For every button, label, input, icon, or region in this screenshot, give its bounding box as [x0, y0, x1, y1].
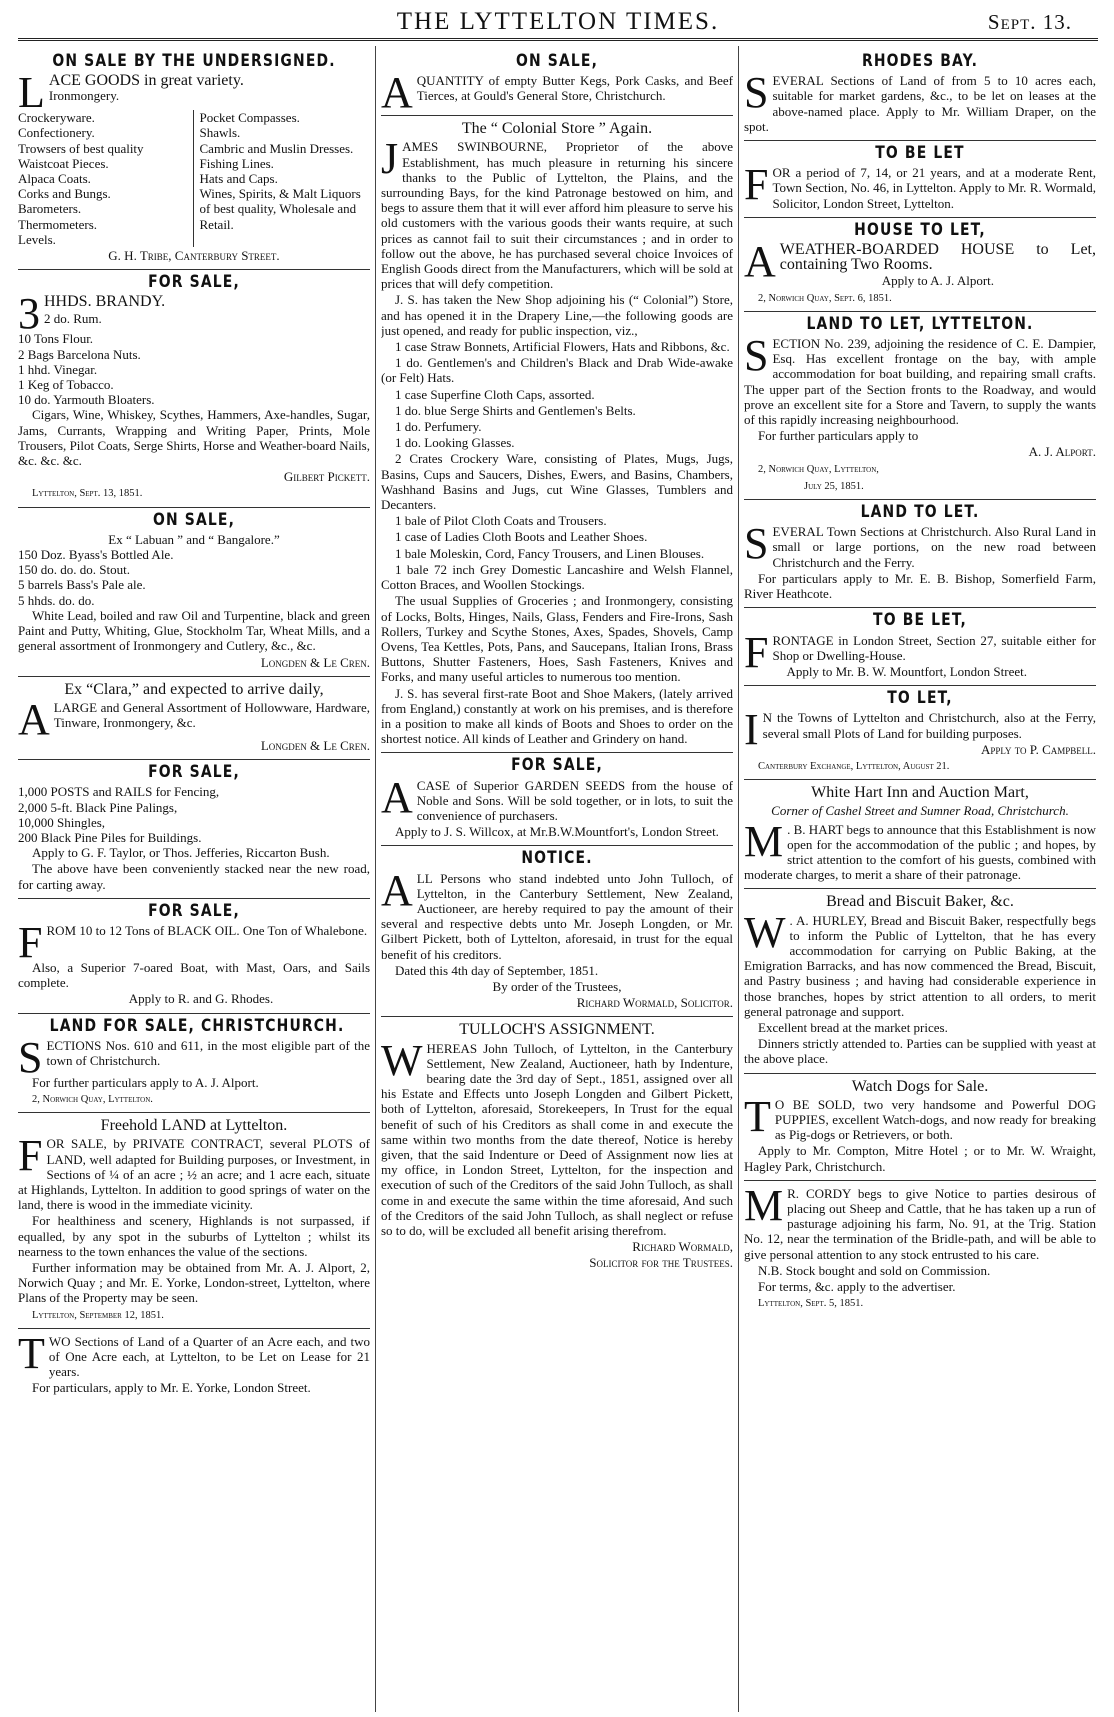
ad-heading: RHODES BAY. — [861, 51, 979, 71]
ad-body: For further particulars apply to — [758, 428, 919, 444]
ad-date: Lyttelton, September 12, 1851. — [32, 1309, 164, 1321]
list-item: Barometers. — [18, 201, 82, 217]
ad-tribe-goods — [18, 51, 370, 270]
ad-heading: LAND TO LET, LYTTELTON. — [806, 313, 1034, 334]
ad-heading: HOUSE TO LET, — [854, 219, 986, 240]
ad-body: N.B. Stock bought and sold on Commission. — [758, 1262, 991, 1278]
drop-cap: L — [18, 68, 45, 118]
list-item: Crockeryware. — [18, 110, 95, 126]
ad-body: . A. HURLEY, Bread and Biscuit Baker, respectfully begs to inform the Public of Lyttelton, that he has every accommodation for carrying on Public Baking, at the Emigration Barracks, and has now commenced the Bread, Biscuit, and Pastry business ; and having had considerable experience in those branches, hopes by strict attention to all orders, to merit general patronage and support. — [744, 912, 1096, 1019]
ad-body: R. CORDY begs to give Notice to parties desirous of placing out Sheep and Cattle, that he has taken up a run of pasturage adjoining his farm, No. 91, at the Trig. Station No. 12, near the termination of the Bridle-path, and will be able to give personal attention to any stock entrusted to his care. — [744, 1185, 1096, 1262]
ad-body: Apply to J. S. Willcox, at Mr.B.W.Mountfort's, London Street. — [395, 824, 719, 840]
list-item: 1 Keg of Tobacco. — [18, 377, 114, 393]
list-item: Alpaca Coats. — [18, 171, 91, 187]
drop-cap: 3 — [18, 289, 40, 339]
ad-body: WEATHER-BOARDED HOUSE to Let, containing Two Rooms. — [779, 241, 1096, 274]
list-item: 1 case Straw Bonnets, Artificial Flowers, Hats and Ribbons, &c. — [395, 339, 730, 355]
drop-cap: F — [18, 1131, 43, 1181]
ad-body: For terms, &c. apply to the advertiser. — [758, 1279, 956, 1295]
ad-signature: Richard Wormald, Solicitor. — [576, 995, 733, 1011]
list-item: 2,000 5-ft. Black Pine Palings, — [18, 799, 178, 815]
ad-longden-ale — [18, 509, 370, 677]
ad-date: 2, Norwich Quay, Sept. 6, 1851. — [758, 292, 892, 304]
drop-cap: M — [744, 1180, 784, 1230]
ad-body: WO Sections of Land of a Quarter of an Acre each, and two of One Acre each, at Lyttelton, to be Let on Lease for 21 years. — [48, 1333, 370, 1380]
ad-body: . B. HART begs to announce that this Establishment is now open for the accommodation of the public ; and hopes, by strict attention to the comfort of his guests, combined with moderate charges, to merit a share of their patronage. — [744, 821, 1096, 883]
ad-heading: NOTICE. — [521, 848, 593, 869]
ad-body: O BE SOLD, two very handsome and Powerful DOG PUPPIES, excellent Watch-dogs, and now ready for breaking as Pig-dogs or Retrievers, or both. — [774, 1096, 1096, 1143]
ad-subheading: Corner of Cashel Street and Sumner Road, Christchurch. — [771, 803, 1069, 819]
list-item: 1 do. Looking Glasses. — [395, 435, 515, 451]
drop-cap: S — [744, 519, 769, 569]
list-item: 150 Doz. Byass's Bottled Ale. — [18, 547, 174, 563]
ad-subheading: Ex “ Labuan ” and “ Bangalore.” — [108, 531, 280, 547]
column-3 — [744, 50, 1096, 1712]
column-rule-2 — [738, 46, 739, 1712]
ad-body: Dinners strictly attended to. Parties can be supplied with yeast at the above place. — [744, 1036, 1096, 1067]
ad-white-hart-inn — [744, 785, 1096, 889]
ad-body: ECTIONS Nos. 610 and 611, in the most eligible part of the town of Christchurch. — [46, 1037, 370, 1068]
list-item: 150 do. do. do. Stout. — [18, 562, 130, 578]
ad-signature: G. H. Tribe, Canterbury Street. — [108, 248, 280, 264]
ad-body: Cigars, Wine, Whiskey, Scythes, Hammers, Axe-handles, Sugar, Jams, Currants, Wrapping and Writing Paper, Prints, Mole Trousers, Pilot Coats, Serge Shirts, Horse and Weather-board Nails, &c. &c. &c. — [18, 407, 370, 469]
ad-lead-2: Ironmongery. — [48, 88, 120, 104]
ad-body: EVERAL Sections of Land of from 5 to 10 acres each, suitable for market gardens, &c., to be let on leases at the above-named place. Apply to Mr. William Draper, on the spot. — [744, 73, 1096, 134]
list-item: 2 do. Rum. — [44, 310, 102, 326]
ad-body: Further information may be obtained from Mr. A. J. Alport, 2, Norwich Quay ; and Mr. E. Yorke, London-street, Lyttelton, where Plans of the Property may be seen. — [18, 1259, 370, 1306]
ad-body: Apply to R. and G. Rhodes. — [128, 991, 274, 1007]
ad-freehold-land — [18, 1118, 370, 1329]
ad-heading: FOR SALE, — [511, 755, 603, 776]
ad-heading: LAND FOR SALE, CHRISTCHURCH. — [49, 1015, 345, 1036]
ad-tulloch-assignment — [381, 1022, 733, 1276]
column-2 — [381, 50, 733, 1712]
ad-heading: Freehold LAND at Lyttelton. — [100, 1117, 288, 1135]
list-item: 5 barrels Bass's Pale ale. — [18, 577, 146, 593]
list-item: Waistcoat Pieces. — [18, 155, 109, 171]
ad-body: Apply to Mr. B. W. Mountfort, London Street. — [786, 663, 1027, 679]
ad-body: AMES SWINBOURNE, Proprietor of the above Establishment, has much pleasure in returning his sincere thanks to the Public of Lyttelton, the Plains, and the surrounding Bays, for the kind Patronage bestowed on him, and begs to assure them that it will ever afford him pleasure to serve his old customers with the various goods their wants require, at such prices as cannot fail to suit their circumstances ; and in order to follow out the above, he has purchased several choice Invoices of English Goods direct from the Manufacturers, which will be sold at prices that will defy competition. — [381, 139, 733, 292]
ad-body: By order of the Trustees, — [492, 978, 622, 994]
ad-body: N the Towns of Lyttelton and Christchurch, also at the Ferry, several small Plots of Land for building purposes. — [762, 710, 1096, 741]
list-item: 10 Tons Flour. — [18, 331, 94, 347]
ad-body: J. S. has taken the New Shop adjoining his (“ Colonial”) Store, and has opened it in the Drapery Line,—the following goods are just opened, and ready for public inspection, viz., — [381, 292, 733, 338]
list-item: Trowsers of best quality — [18, 140, 144, 156]
ad-date: July 25, 1851. — [804, 480, 864, 492]
ad-heading: TO BE LET, — [873, 610, 967, 631]
newspaper-title: THE LYTTELTON TIMES. — [396, 8, 720, 35]
ad-body: Apply to G. F. Taylor, or Thos. Jefferies, Riccarton Bush. — [32, 845, 330, 861]
ad-body: ECTION No. 239, adjoining the residence of C. E. Dampier, Esq. Has excellent frontage on the bay, with ample accommodation for boat building, and repairing small crafts. The upper part of the Section fronts to the Roadway, and would prove an excellent site for a Store and Tavern, to supply the wants of this rapidly increasing neighbourhood. — [744, 336, 1096, 428]
list-item: Shawls. — [199, 125, 241, 141]
ad-heading: FOR SALE, — [148, 762, 240, 783]
ad-heading: TO LET, — [887, 688, 953, 709]
ad-body: EVERAL Town Sections at Christchurch. Also Rural Land in small or large portions, on the new road between Christchurch and the Ferry. — [772, 524, 1096, 570]
ad-date: Lyttelton, Sept. 13, 1851. — [32, 488, 143, 500]
ad-body: For particulars apply to Mr. E. B. Bishop, Somerfield Farm, River Heathcote. — [744, 570, 1096, 602]
column-rule-1 — [375, 46, 376, 1712]
drop-cap: F — [18, 917, 43, 967]
ad-heading: FOR SALE, — [148, 272, 240, 293]
ad-heading: Watch Dogs for Sale. — [851, 1077, 989, 1095]
ad-body: LARGE and General Assortment of Hollowware, Hardware, Tinware, Ironmongery, &c. — [53, 699, 370, 731]
ad-heading: TO BE LET — [875, 143, 965, 164]
ad-body: White Lead, boiled and raw Oil and Turpentine, black and green Paint and Putty, Whiting, Glue, Stockholm Tar, Wheat Mills, and a general assortment of Ironmongery and Cutlery, &c., &c. — [18, 607, 370, 654]
list-item: 1 case Superfine Cloth Caps, assorted. — [395, 386, 595, 402]
ad-body: RONTAGE in London Street, Section 27, suitable either for Shop or Dwelling-House. — [772, 632, 1096, 663]
ad-date: 2, Norwich Quay, Lyttelton, — [758, 463, 879, 475]
list-item: 5 hhds. do. do. — [18, 592, 95, 608]
ad-body: Apply to Mr. Compton, Mitre Hotel ; or to Mr. W. Wraight, Hagley Park, Christchurch. — [744, 1143, 1096, 1174]
drop-cap: W — [744, 907, 786, 957]
ad-body: J. S. has several first-rate Boot and Shoe Makers, (lately arrived from England,) constantly at work on his premises, and is therefore in a position to make all kinds of Boots and Shoes to order on the shortest notice. All kinds of Leather and Grindery on hand. — [381, 685, 733, 747]
ad-heading: The “ Colonial Store ” Again. — [461, 120, 653, 138]
drop-cap: A — [381, 865, 413, 915]
ad-body: OR SALE, by PRIVATE CONTRACT, several PLOTS of LAND, well adapted for Building purposes, or Investment, in Sections of ¼ of an acre ; ½ an acre; and 1 acre each, situate at Highlands, Lyttelton. In addition to good springs of water on the land, there is wood in the immediate vicinity. — [18, 1136, 370, 1213]
list-item: 1 do. Gentlemen's and Children's Black and Drab Wide-awake (or Felt) Hats. — [381, 355, 733, 386]
ad-body: QUANTITY of empty Butter Kegs, Pork Casks, and Beef Tierces, at Gould's General Store, Christchurch. — [416, 73, 733, 104]
drop-cap: F — [744, 160, 769, 210]
list-item: Levels. — [18, 231, 56, 247]
ad-body: For particulars, apply to Mr. E. Yorke, London Street. — [32, 1380, 311, 1396]
drop-cap: A — [744, 237, 776, 287]
ad-frontage — [744, 610, 1096, 686]
ad-rhodes-bay — [744, 51, 1096, 141]
ad-land-christchurch — [18, 1015, 370, 1114]
ad-body: ROM 10 to 12 Tons of BLACK OIL. One Ton of Whalebone. — [46, 922, 368, 938]
ad-heading: White Hart Inn and Auction Mart, — [811, 784, 1029, 802]
ad-body: Apply to A. J. Alport. — [881, 273, 995, 289]
ad-date: 2, Norwich Quay, Lyttelton. — [32, 1093, 153, 1105]
list-item: 1 bale of Pilot Cloth Coats and Trousers. — [395, 513, 607, 529]
list-item: Hats and Caps. — [199, 171, 278, 187]
ad-body: LL Persons who stand indebted unto John Tulloch, of Lyttelton, in the Canterbury Settlement, New Zealand, Auctioneer, are hereby required to pay the amount of their several and respective debts unto Mr. Joseph Longden, or Mr. Gilbert Pickett, both of Lyttelton, aforesaid, in trust for the equal benefit of his creditors. — [381, 870, 733, 962]
drop-cap: I — [744, 705, 759, 755]
ad-land-to-let — [744, 502, 1096, 608]
ad-lead: ACE GOODS in great variety. — [48, 72, 244, 90]
masthead-rule — [18, 38, 1098, 41]
ad-body: OR a period of 7, 14, or 21 years, and at a moderate Rent, Town Section, No. 46, in Lyttelton. Apply to Mr. R. Wormald, Solicitor, London Street, Lyttelton. — [772, 165, 1096, 211]
ad-signature: Richard Wormald, — [632, 1239, 733, 1255]
drop-cap: J — [381, 134, 399, 184]
ad-pickett-sale — [18, 272, 370, 507]
ad-body: HEREAS John Tulloch, of Lyttelton, in the Canterbury Settlement, New Zealand, Auctioneer, hath by Indenture, bearing date the 3rd day of Sept., 1851, assigned over all his Estate and Effects unto Joseph Longden and Gilbert Pickett, both of Lyttelton, aforesaid, Storekeepers, In Trust for the equal benefit of such of his Creditors as shall come in and execute the same within two months from the date thereof, Notice is hereby given, that the said Indenture or Deed of Assignment now lies at my office, in London Street, Lyttelton, for the inspection and execution of such of the Creditors of the said John Tulloch, as shall come in and execute the same within the time aforesaid, And such of the Creditors of the said John Tulloch, as shall neglect or refuse so to do, will be excluded all benefit arising therefrom. — [381, 1040, 733, 1239]
ad-heading: TULLOCH'S ASSIGNMENT. — [459, 1021, 655, 1039]
drop-cap: A — [381, 68, 413, 118]
list-item: Cambric and Muslin Dresses. — [199, 140, 354, 156]
ad-heading: Ex “Clara,” and expected to arrive daily, — [64, 680, 324, 698]
ad-signature: Apply to P. Campbell. — [980, 741, 1096, 757]
ad-signature: Longden & Le Cren. — [260, 654, 370, 670]
ad-signature: Solicitor for the Trustees. — [589, 1255, 733, 1271]
ad-date: Lyttelton, Sept. 5, 1851. — [758, 1298, 864, 1310]
ad-signature: Gilbert Pickett. — [283, 469, 370, 485]
list-item: 10 do. Yarmouth Bloaters. — [18, 392, 155, 408]
drop-cap: T — [744, 1091, 771, 1141]
ad-two-sections — [18, 1328, 370, 1402]
ad-heading: ON SALE BY THE UNDERSIGNED. — [52, 51, 336, 71]
list-item: 10,000 Shingles, — [18, 814, 106, 830]
ad-posts-rails — [18, 762, 370, 899]
ad-body: CASE of Superior GARDEN SEEDS from the house of Noble and Sons. Will be sold together, or in lots, to suit the convenience of purchasers. — [416, 777, 733, 823]
list-item: Wines, Spirits, & Malt Liquors of best quality, Wholesale and Retail. — [199, 186, 361, 232]
list-item: Thermometers. — [18, 216, 98, 232]
ad-date: Canterbury Exchange, Lyttelton, August 21. — [758, 760, 950, 772]
list-item: 1 do. blue Serge Shirts and Gentlemen's Belts. — [395, 402, 636, 418]
ad-cordy-pasturage — [744, 1180, 1096, 1317]
ad-body: Excellent bread at the market prices. — [758, 1019, 948, 1035]
ad-watch-dogs — [744, 1079, 1096, 1181]
drop-cap: A — [18, 694, 50, 744]
ad-black-oil — [18, 900, 370, 1014]
list-item: 2 Bags Barcelona Nuts. — [18, 346, 141, 362]
list-item: Corks and Bungs. — [18, 186, 111, 202]
ad-body: Also, a Superior 7-oared Boat, with Mast, Oars, and Sails complete. — [18, 959, 370, 991]
list-item: 2 Crates Crockery Ware, consisting of Plates, Mugs, Jugs, Basins, Cups and Saucers, Dishes, Ewers, and Basins, Chambers, Washhand Basins and Jugs, cut Wine Glasses, Tumblers and Decanters. — [381, 451, 733, 513]
ad-clara — [18, 682, 370, 760]
list-item: 1 case of Ladies Cloth Boots and Leather Shoes. — [395, 529, 648, 545]
ad-heading: Bread and Biscuit Baker, &c. — [826, 893, 1014, 911]
list-item: 1 do. Perfumery. — [395, 419, 482, 435]
ad-to-be-let-section — [744, 143, 1096, 218]
list-item: 1 hhd. Vinegar. — [18, 361, 98, 377]
list-item: 200 Black Pine Piles for Buildings. — [18, 829, 202, 845]
drop-cap: W — [381, 1035, 423, 1085]
drop-cap: M — [744, 816, 784, 866]
drop-cap: S — [744, 331, 769, 381]
list-item: Fishing Lines. — [199, 155, 274, 171]
column-1 — [18, 50, 370, 1712]
ad-colonial-store — [381, 121, 733, 753]
list-item: 1,000 POSTS and RAILS for Fencing, — [18, 784, 220, 800]
drop-cap: A — [381, 772, 413, 822]
ad-house-to-let — [744, 219, 1096, 312]
drop-cap: F — [744, 627, 769, 677]
issue-date: Sept. 13. — [987, 10, 1072, 34]
ad-signature: A. J. Alport. — [1028, 444, 1096, 460]
ad-lead: HHDS. BRANDY. — [44, 293, 166, 311]
ad-body: For further particulars apply to A. J. Alport. — [32, 1074, 259, 1090]
list-item: 1 bale 72 inch Grey Domestic Lancashire and Welsh Flannel, Cotton Braces, and Woollen Stockings. — [381, 561, 733, 593]
ad-bread-baker — [744, 894, 1096, 1073]
ad-body: The usual Supplies of Groceries ; and Ironmongery, consisting of Locks, Bolts, Hinges, Nails, Glass, Fenders and Fire-Irons, Sash Rollers, Turkey and Scythe Stones, Axes, Spades, Shovels, Camp Ovens, Tea Kettles, Pots, Pans, and Saucepans, Italian Irons, Brass Buttons, Shutter Fasteners, Hoes, Sash Fasteners, Knives and Forks, and many useful articles to numerous too mention. — [381, 593, 733, 685]
list-item: Confectionery. — [18, 125, 95, 141]
goods-list — [18, 110, 370, 247]
ad-land-to-let-lyttelton — [744, 313, 1096, 500]
ad-heading: LAND TO LET. — [860, 502, 980, 523]
list-item: 1 bale Moleskin, Cord, Fancy Trousers, and Linen Blouses. — [395, 545, 705, 561]
ad-to-let-plots — [744, 688, 1096, 780]
drop-cap: S — [744, 68, 769, 118]
ad-butter-kegs — [381, 51, 733, 118]
ad-signature: Longden & Le Cren. — [260, 737, 370, 753]
drop-cap: T — [18, 1328, 45, 1378]
ad-heading: FOR SALE, — [148, 900, 240, 921]
ad-garden-seeds — [381, 755, 733, 846]
masthead — [18, 4, 1098, 38]
ad-body: For healthiness and scenery, Highlands is not surpassed, if equalled, by any spot in the suburbs of Lyttelton ; whilst its nearness to the town enhances the value of the sections. — [18, 1213, 370, 1259]
list-item: Pocket Compasses. — [199, 110, 300, 126]
ad-heading: ON SALE, — [152, 509, 236, 530]
ad-heading: ON SALE, — [515, 51, 599, 71]
ad-body: Dated this 4th day of September, 1851. — [395, 962, 599, 978]
ad-notice-tulloch — [381, 848, 733, 1017]
ad-body: The above have been conveniently stacked near the new road, for carting away. — [18, 861, 370, 892]
drop-cap: S — [18, 1032, 43, 1082]
